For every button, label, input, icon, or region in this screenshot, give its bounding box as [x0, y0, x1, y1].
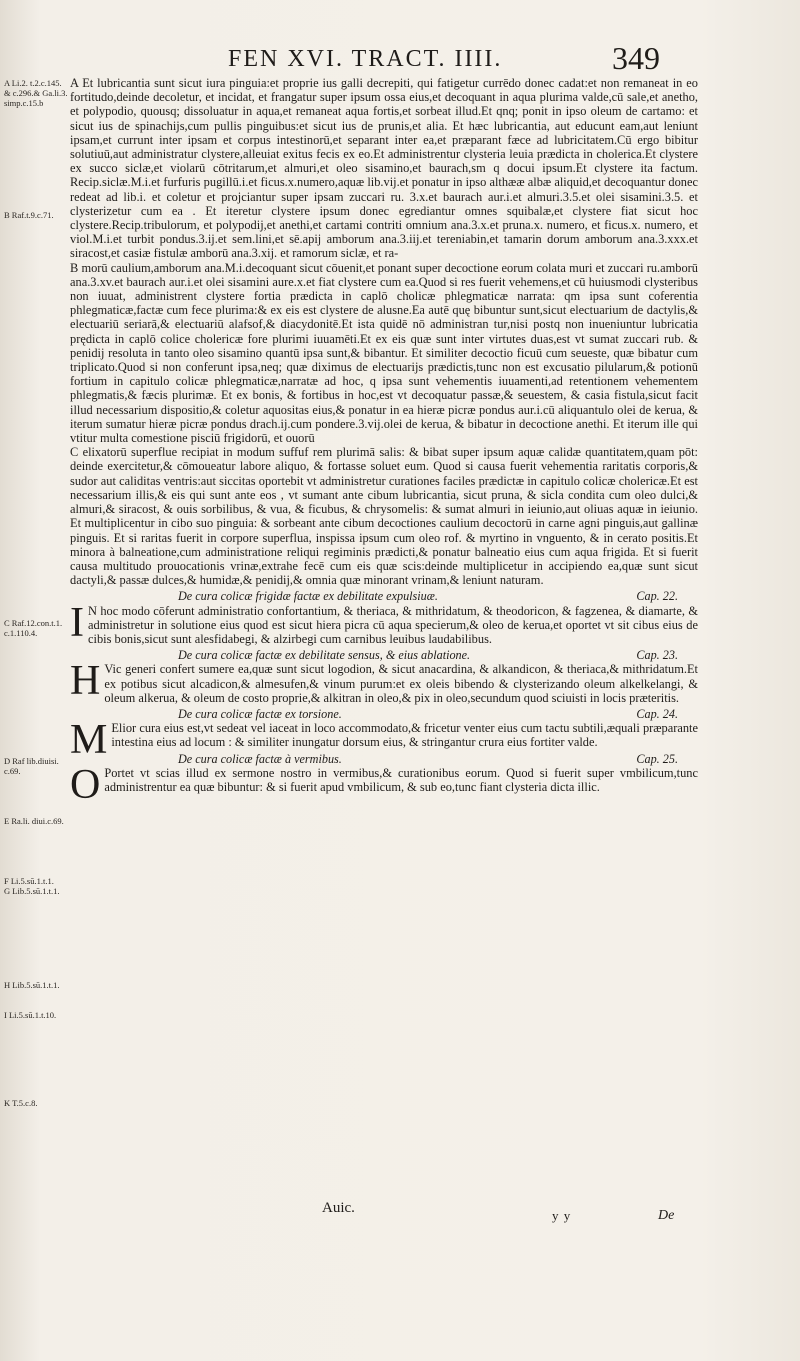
paragraph-a: A Et lubricantia sunt sicut iura pinguia:et proprie ius galli decrepiti, qui fatigetur currēdo donec cadat:et non remaneat in eo fortitudo,deinde decoletur, et incidat, et frangatur super ipsum ossa eius,et decoquant in aqua plurima valde,cū sale,et anetho, et polypodio, quousq; dissoluatur in aqua,et remaneat aqua fortis,et sorbeat illud.Et qnq; ponit in ipso oleum de cartamo: et sicut ius de spinachijs,cum pullis pinguibus:et sicut ius de prunis,et alia. Et hæc lubricantia, aut educunt eam,aut leniunt ipsam,et currunt inter ipsam et corpus intestinorū,et separant inter ea,et præparant fæce ad lubricitatem.Cū ergo bibitur solutiuū,aut administratur clystere,alleuiat exitus fecis ex eo.Et administrentur clysteria leuia prædicta in cholerica.Et clystere ex succo siclæ,et violarū cōtritarum,et almuri,et oleo sisamino,et baurach,sm q docui ipsum.Et clystere ita factum. Recip.siclæ.M.i.et furfuris pugillū.i.et ficus.x.numero,aquæ lib.vij.et ponatur in ipso althææ albæ aliquid,et decoquantur donec redeat ad lib.i. et coletur et projciantur super ipsam zuccari ru. 3.x.et baurach aur.i.et almuri.3.5.et olei sisamini.3.5. et clysterizetur cum ea . Et iteretur clystere ipsum donec egrediantur omnes squibalæ,et clystere fiat sicut hoc clystere.Recip.tribulorum, et polypodij,et anethi,et cartami contriti omnium ana.3.x.et pruna.x. numero, et ficus.x. numero, et viol.M.i.et turbit pondus.3.ij.et sem.lini,et sē.apij amborum ana.3.iij.et tereniabin,et tamarin dorum amborum ana.3.xxx.et siracost,et casiæ fistulæ amborū ana.3.xij. et ramorum siclæ, et ra- [70, 76, 698, 261]
page-number: 349 [612, 40, 660, 76]
paragraph-c: C elixatorū superflue recipiat in modum suffuf rem plurimā salis: & bibat super ipsum aquæ calidæ quantitatem,quam pōt: deinde exercitetur,& cōmoueatur labore aliquo, & fortasse soluet eum. Quod si causa fuerit vehementia raritatis corporis,& sudor aut caliditas ventris:aut siccitas oportebit vt administretur curationes faciles prædictæ in capitulo colicæ cholericæ.Et est necessarium illis,& eis qui sunt ante eos , vt sumant ante cibum lubricantia, sicut pruna, & sicla condita cum oleo dulci,& almuri,& siracost, & ouis sorbilibus, & vua, & ficubus, & chrysomelis: & sumat almuri in ieiunio,aut oliuas aquæ in ieiunio. Et multiplicentur in cibo suo pinguia: & sorbeant ante cibum decoctiones caulium decoctorū in carne agni pinguis,aut gallinæ pinguis. Et si raritas fuerit in corpore superflua, inspissa ipsum cum oleo rof. & myrtino in vnguento, & in cerato positis.Et minora à balneatione,cum administratione reliqui regiminis prædicti,& ponatur balneatio eius cum aqua frigida. Et si fuerit causa multitudo prouocationis vrinæ,extrahe fecē cum eis quæ scis:deinde multiplicetur in accipiendo ea,quæ sunt sicut dactyli,& passæ dulces,& humidæ,& penidij,& omnia quæ minorant vrinam,& leniunt naturam. [70, 445, 698, 588]
chapter-text: N hoc modo cōferunt administratio confortantium, & theriaca, & mithridatum, & theodoricon, & fagzenea, & diamarte, & administretur in solutione eius quod est sicut hiera picra cū aqua specierum,& oleo de kerua,et oportet vt sit cibus eius de cibis bonis,sicut sunt alesfidabegi, & alzirbegi cum carnibus leuibus laudabilibus. [88, 603, 698, 646]
chapter-25 [70, 751, 698, 808]
chapter-title: De cura colicæ factæ ex torsione. [178, 706, 342, 721]
margin-note-i: I Li.5.sū.1.t.10. [4, 1010, 57, 1020]
running-head [0, 40, 800, 80]
chapter-heading [70, 707, 698, 721]
chapter-number: Cap. 22. [636, 589, 678, 604]
drop-cap: O [70, 761, 101, 808]
chapter-number: Cap. 24. [636, 706, 678, 721]
catchword-right: De [658, 1208, 675, 1223]
drop-cap: M [70, 717, 108, 764]
margin-note-a: A Li.2. t.2.c.145. & c.296.& Ga.li.3. simp.c.15.b [4, 78, 68, 108]
chapter-title: De cura colicæ factæ à vermibus. [178, 751, 342, 766]
chapter-text: Elior cura eius est,vt sedeat vel iaceat in loco accommodato,& fricetur venter eius cum tactu subtili,æquali præparante intestina eius ad locum : & similiter inungatur dorsum eius, & stringantur crura eius fortiter valde. [111, 721, 698, 750]
margin-note-f-g: F Li.5.sū.1.t.1. G Lib.5.sū.1.t.1. [4, 876, 60, 896]
chapter-title: De cura colicæ factæ ex debilitate sensus, & eius ablatione. [178, 648, 471, 663]
margin-note-d: D Raf lib.diuisi. c.69. [4, 756, 59, 776]
running-head-title: FEN XVI. TRACT. IIII. [228, 46, 503, 72]
margin-note-k: K T.5.c.8. [4, 1098, 38, 1108]
chapter-text: Vic generi confert sumere ea,quæ sunt sicut logodion, & sicut anacardina, & alkandicon, & theriaca,& mithridatum.Et ex potibus sicut alcadicon,& almesufen,& vinum purum:et ex oleis bibendo & clysterizando oleum alkelkelangi, & oleum alkerua, & oleum de costo proprie,& alkitran in oleo,& pix in oleo,secundum quod sciuisti in locis præteritis. [104, 662, 698, 705]
margin-note-b: B Raf.t.9.c.71. [4, 210, 54, 220]
paragraph-b: B morū caulium,amborum ana.M.i.decoquant sicut cōuenit,et ponant super decoctione eorum colata muri et zuccari ru.amborū ana.3.xv.et baurach aur.i.et olei sisamini aure.x.et fiat clystere cum ea.Quod si res fuerit vehemens,et cū huiusmodi clysteribus non iuuat, administrent clystere fortia prædicta in caplō cholicæ phlegmaticæ narrata: qm ipsa sunt coferentia phlegmaticæ,factæ cum fece plurima:& ex eis est clystere de alusne.Ea autē quę bibuntur sunt,sicut electuarium de dactylis,& electuariū seriarā,& electuariū alafsof,& diacydonitē.Et ista quidē nō administran tur,nisi postq non inueniuntur lubricatia prędicta in caplō colice cholericæ fore plurimi iuuamēti.Et ex eis quæ sunt inter virtutes duas,est vt sumat zuccari rub. & penidij resoluta in tanto oleo sisamino quantū ipsa sunt,& bibantur. Et similiter decoctio ficuū cum seueste, quæ bibatur cum triplicato.Quod si non conferunt ipsa,neq; quæ diximus de electuarijs prædictis,tunc non est excusatio pilularum,& potionū fortium in capitulo colicæ phlegmaticæ,narratæ ad hoc, q ipsa sunt vehementis iuuamenti,ad retentionem vehementem phlegmatis,& fæcis plurimæ. Et ex bonis, & fortibus in hoc,est vt decoquatur passæ,& seuestem, & casia fistula,sicut facit illud necessarium dispositio,& coletur aquositas eius,& ponatur in ea hieræ picræ pondus aur.i.cū aliquantulo olei de kerua, & iterum sumatur hieræ picræ pondus drach.ij.cum pondere.3.vij.olei de kerua, & bibatur in decoctione anethi. Et iterum ille qui vtitur multa comestione pisciū frigidorū, et ouorū [70, 260, 698, 446]
main-text [70, 76, 698, 808]
chapter-number: Cap. 23. [636, 648, 678, 663]
chapter-22 [70, 589, 698, 646]
chapter-text: Portet vt scias illud ex sermone nostro in vermibus,& curationibus eorum. Quod si fuerit super vmbilicum,tunc administrentur ea quæ bibuntur: & si fuerit apud vmbilicum, & sub eo,tunc fiant clysteria dicta illic. [104, 765, 698, 794]
drop-cap: I [70, 599, 84, 646]
drop-cap: H [70, 658, 101, 705]
chapter-heading [70, 752, 698, 766]
margin-notes [4, 78, 68, 1178]
chapter-number: Cap. 25. [636, 751, 678, 766]
chapter-title: De cura colicæ frigidæ factæ ex debilitate expulsiuæ. [178, 589, 438, 604]
margin-note-e: E Ra.li. diui.c.69. [4, 816, 64, 826]
chapter-heading [70, 648, 698, 662]
catchword-left: Auic. [322, 1200, 355, 1216]
signature-mark: y y [552, 1208, 572, 1223]
margin-note-h: H Lib.5.sū.1.t.1. [4, 980, 60, 990]
chapter-23 [70, 648, 698, 705]
margin-note-c: C Raf.12.con.t.1. c.1.110.4. [4, 618, 63, 638]
chapter-heading [70, 589, 698, 603]
